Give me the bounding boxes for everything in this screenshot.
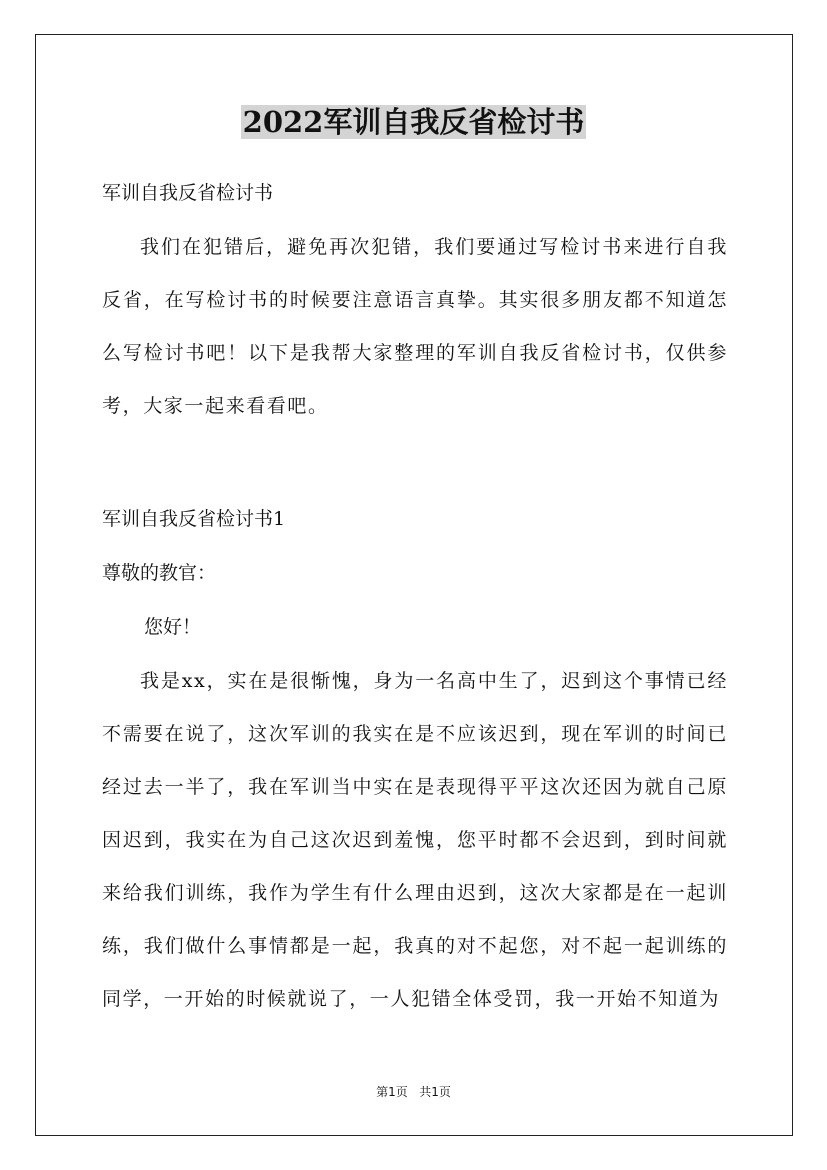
salutation: 尊敬的教官：	[102, 562, 217, 584]
intro-paragraph: 我们在犯错后，避免再次犯错，我们要通过写检讨书来进行自我反省，在写检讨书的时候要注意语言真挚。其实很多朋友都不知道怎么写检讨书吧！以下是我帮大家整理的军训自我反省检讨书，仅供参考，大家一起来看看吧。	[102, 236, 728, 417]
document-subtitle: 军训自我反省检讨书	[102, 182, 274, 204]
page-footer	[0, 1083, 827, 1101]
document-title	[0, 101, 827, 143]
greeting: 您好！	[144, 616, 202, 638]
page-total: 共1页	[419, 1085, 451, 1099]
page-number: 第1页	[376, 1085, 408, 1099]
section-heading: 军训自我反省检讨书1	[102, 508, 286, 530]
body-paragraph: 我是xx，实在是很惭愧，身为一名高中生了，迟到这个事情已经不需要在说了，这次军训的我实在是不应该迟到，现在军训的时间已经过去一半了，我在军训当中实在是表现得平平这次还因为就自己原因迟到，我实在为自己这次迟到羞愧，您平时都不会迟到，到时间就来给我们训练，我作为学生有什么理由迟到，这次大家都是在一起训练，我们做什么事情都是一起，我真的对不起您，对不起一起训练的同学，一开始的时候就说了，一人犯错全体受罚，我一开始不知道为	[102, 670, 728, 1010]
document-title-text: 2022军训自我反省检讨书	[242, 105, 585, 139]
